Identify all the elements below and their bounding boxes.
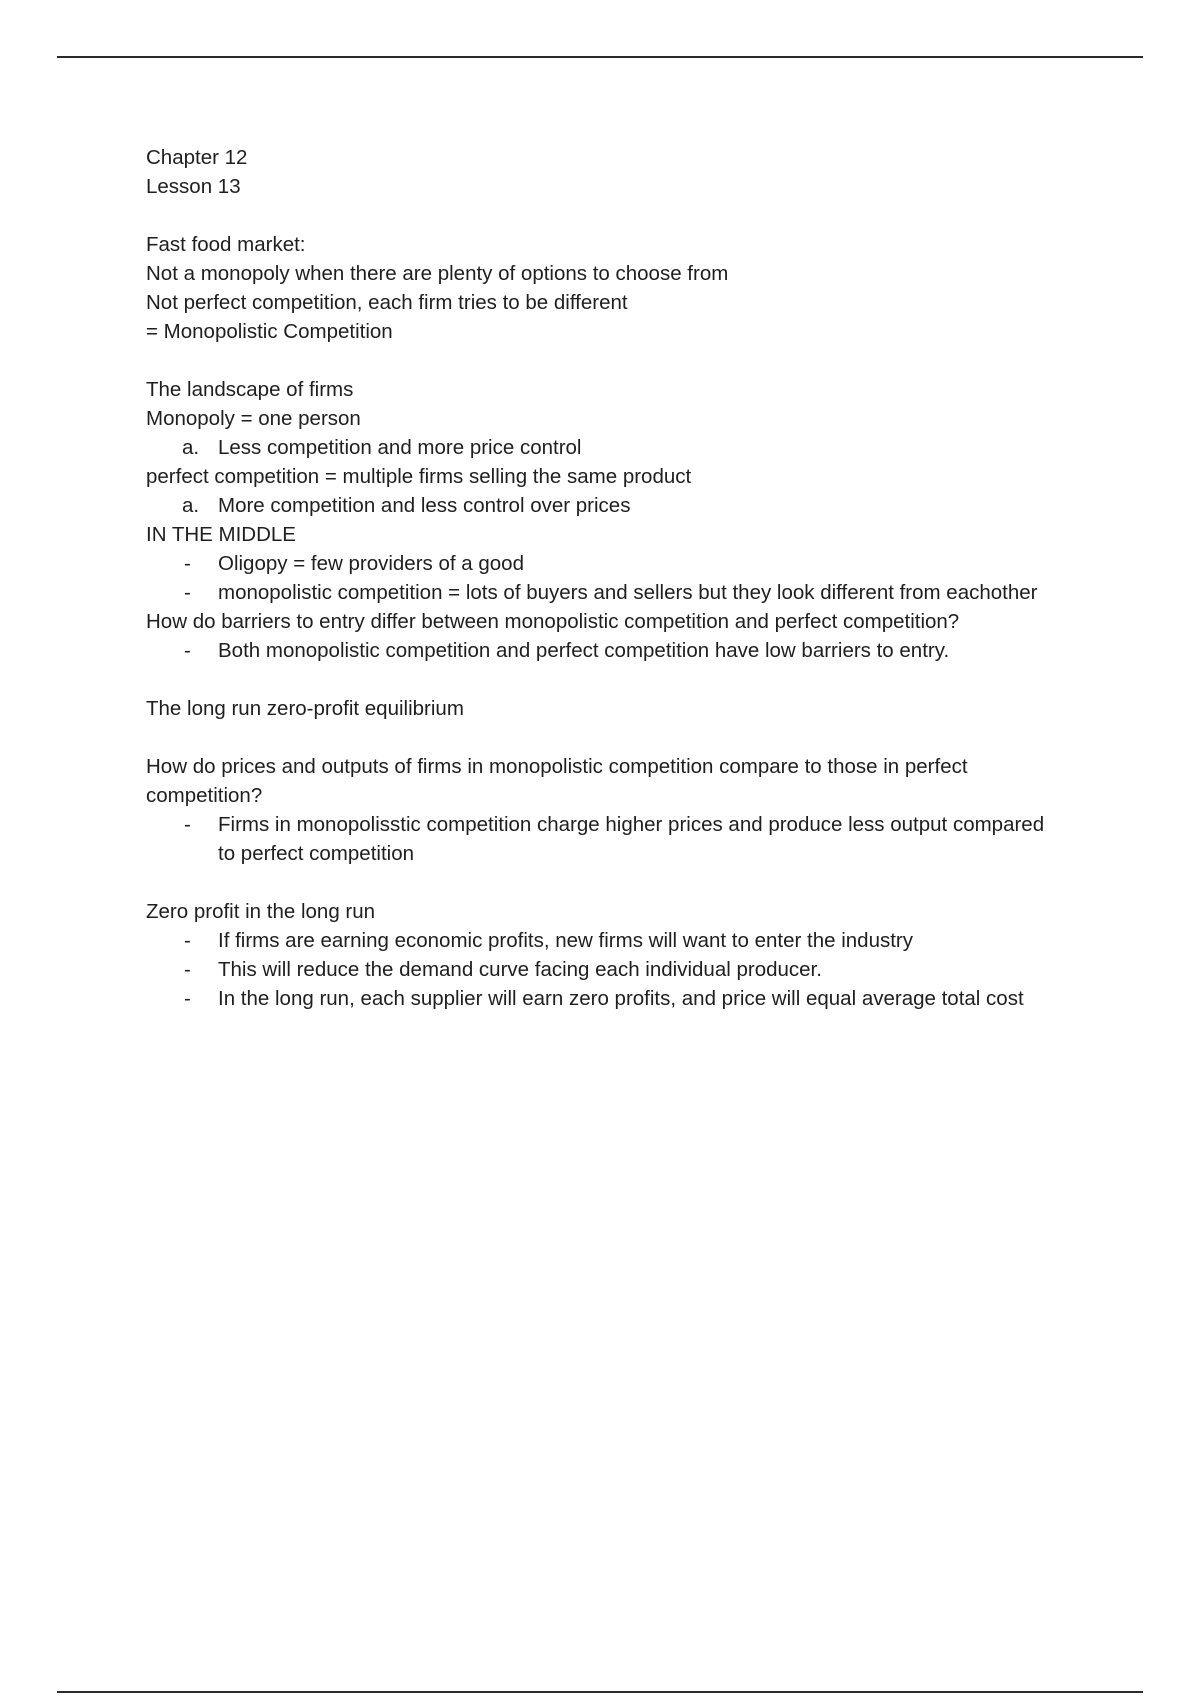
list-marker: - [184,929,191,952]
list-item-text: If firms are earning economic profits, new firms will want to enter the industry [218,929,913,952]
list-marker: - [184,813,191,836]
list-item [146,926,1066,955]
list-marker: - [184,639,191,662]
lesson-heading: Lesson 13 [146,175,241,198]
list-item-text: In the long run, each supplier will earn zero profits, and price will equal average total cost [218,987,1024,1010]
list-marker: - [184,552,191,575]
list-item-text: monopolistic competition = lots of buyers and sellers but they look different from eachother [218,581,1038,604]
middle-heading: IN THE MIDDLE [146,523,296,546]
list-item-text: Both monopolistic competition and perfect competition have low barriers to entry. [218,639,950,662]
list-item [146,955,1066,984]
list-item-text: More competition and less control over prices [218,494,631,517]
prices-question: How do prices and outputs of firms in monopolistic competition compare to those in perfect competition? [146,755,974,807]
list-item [146,578,1066,607]
spacer [146,665,1066,694]
fast-food-title: Fast food market: [146,233,306,256]
list-item [146,491,1066,520]
spacer [146,346,1066,375]
chapter-heading: Chapter 12 [146,146,248,169]
spacer [146,868,1066,897]
fast-food-line: Not a monopoly when there are plenty of options to choose from [146,262,729,285]
spacer [146,723,1066,752]
list-item-text: Less competition and more price control [218,436,582,459]
fast-food-conclusion: = Monopolistic Competition [146,320,393,343]
top-divider [57,56,1143,58]
list-marker: a. [182,436,200,459]
bottom-divider [57,1691,1143,1693]
barriers-question: How do barriers to entry differ between monopolistic competition and perfect competition? [146,610,960,633]
monopoly-definition: Monopoly = one person [146,407,361,430]
list-item-text: Firms in monopolisstic competition charge higher prices and produce less output compared to perfect competition [218,813,1045,865]
list-item-text: Oligopy = few providers of a good [218,552,524,575]
perfect-competition-definition: perfect competition = multiple firms selling the same product [146,465,692,488]
list-item [146,984,1066,1013]
list-item [146,636,1066,665]
landscape-title: The landscape of firms [146,378,354,401]
list-item [146,433,1066,462]
list-marker: - [184,987,191,1010]
document-body [146,143,1066,1013]
zero-profit-title: Zero profit in the long run [146,900,376,923]
list-item [146,549,1066,578]
list-marker: - [184,581,191,604]
equilibrium-title: The long run zero-profit equilibrium [146,697,464,720]
list-marker: - [184,958,191,981]
list-marker: a. [182,494,200,517]
spacer [146,201,1066,230]
list-item-text: This will reduce the demand curve facing each individual producer. [218,958,822,981]
list-item [146,810,1066,868]
fast-food-line: Not perfect competition, each firm tries to be different [146,291,628,314]
